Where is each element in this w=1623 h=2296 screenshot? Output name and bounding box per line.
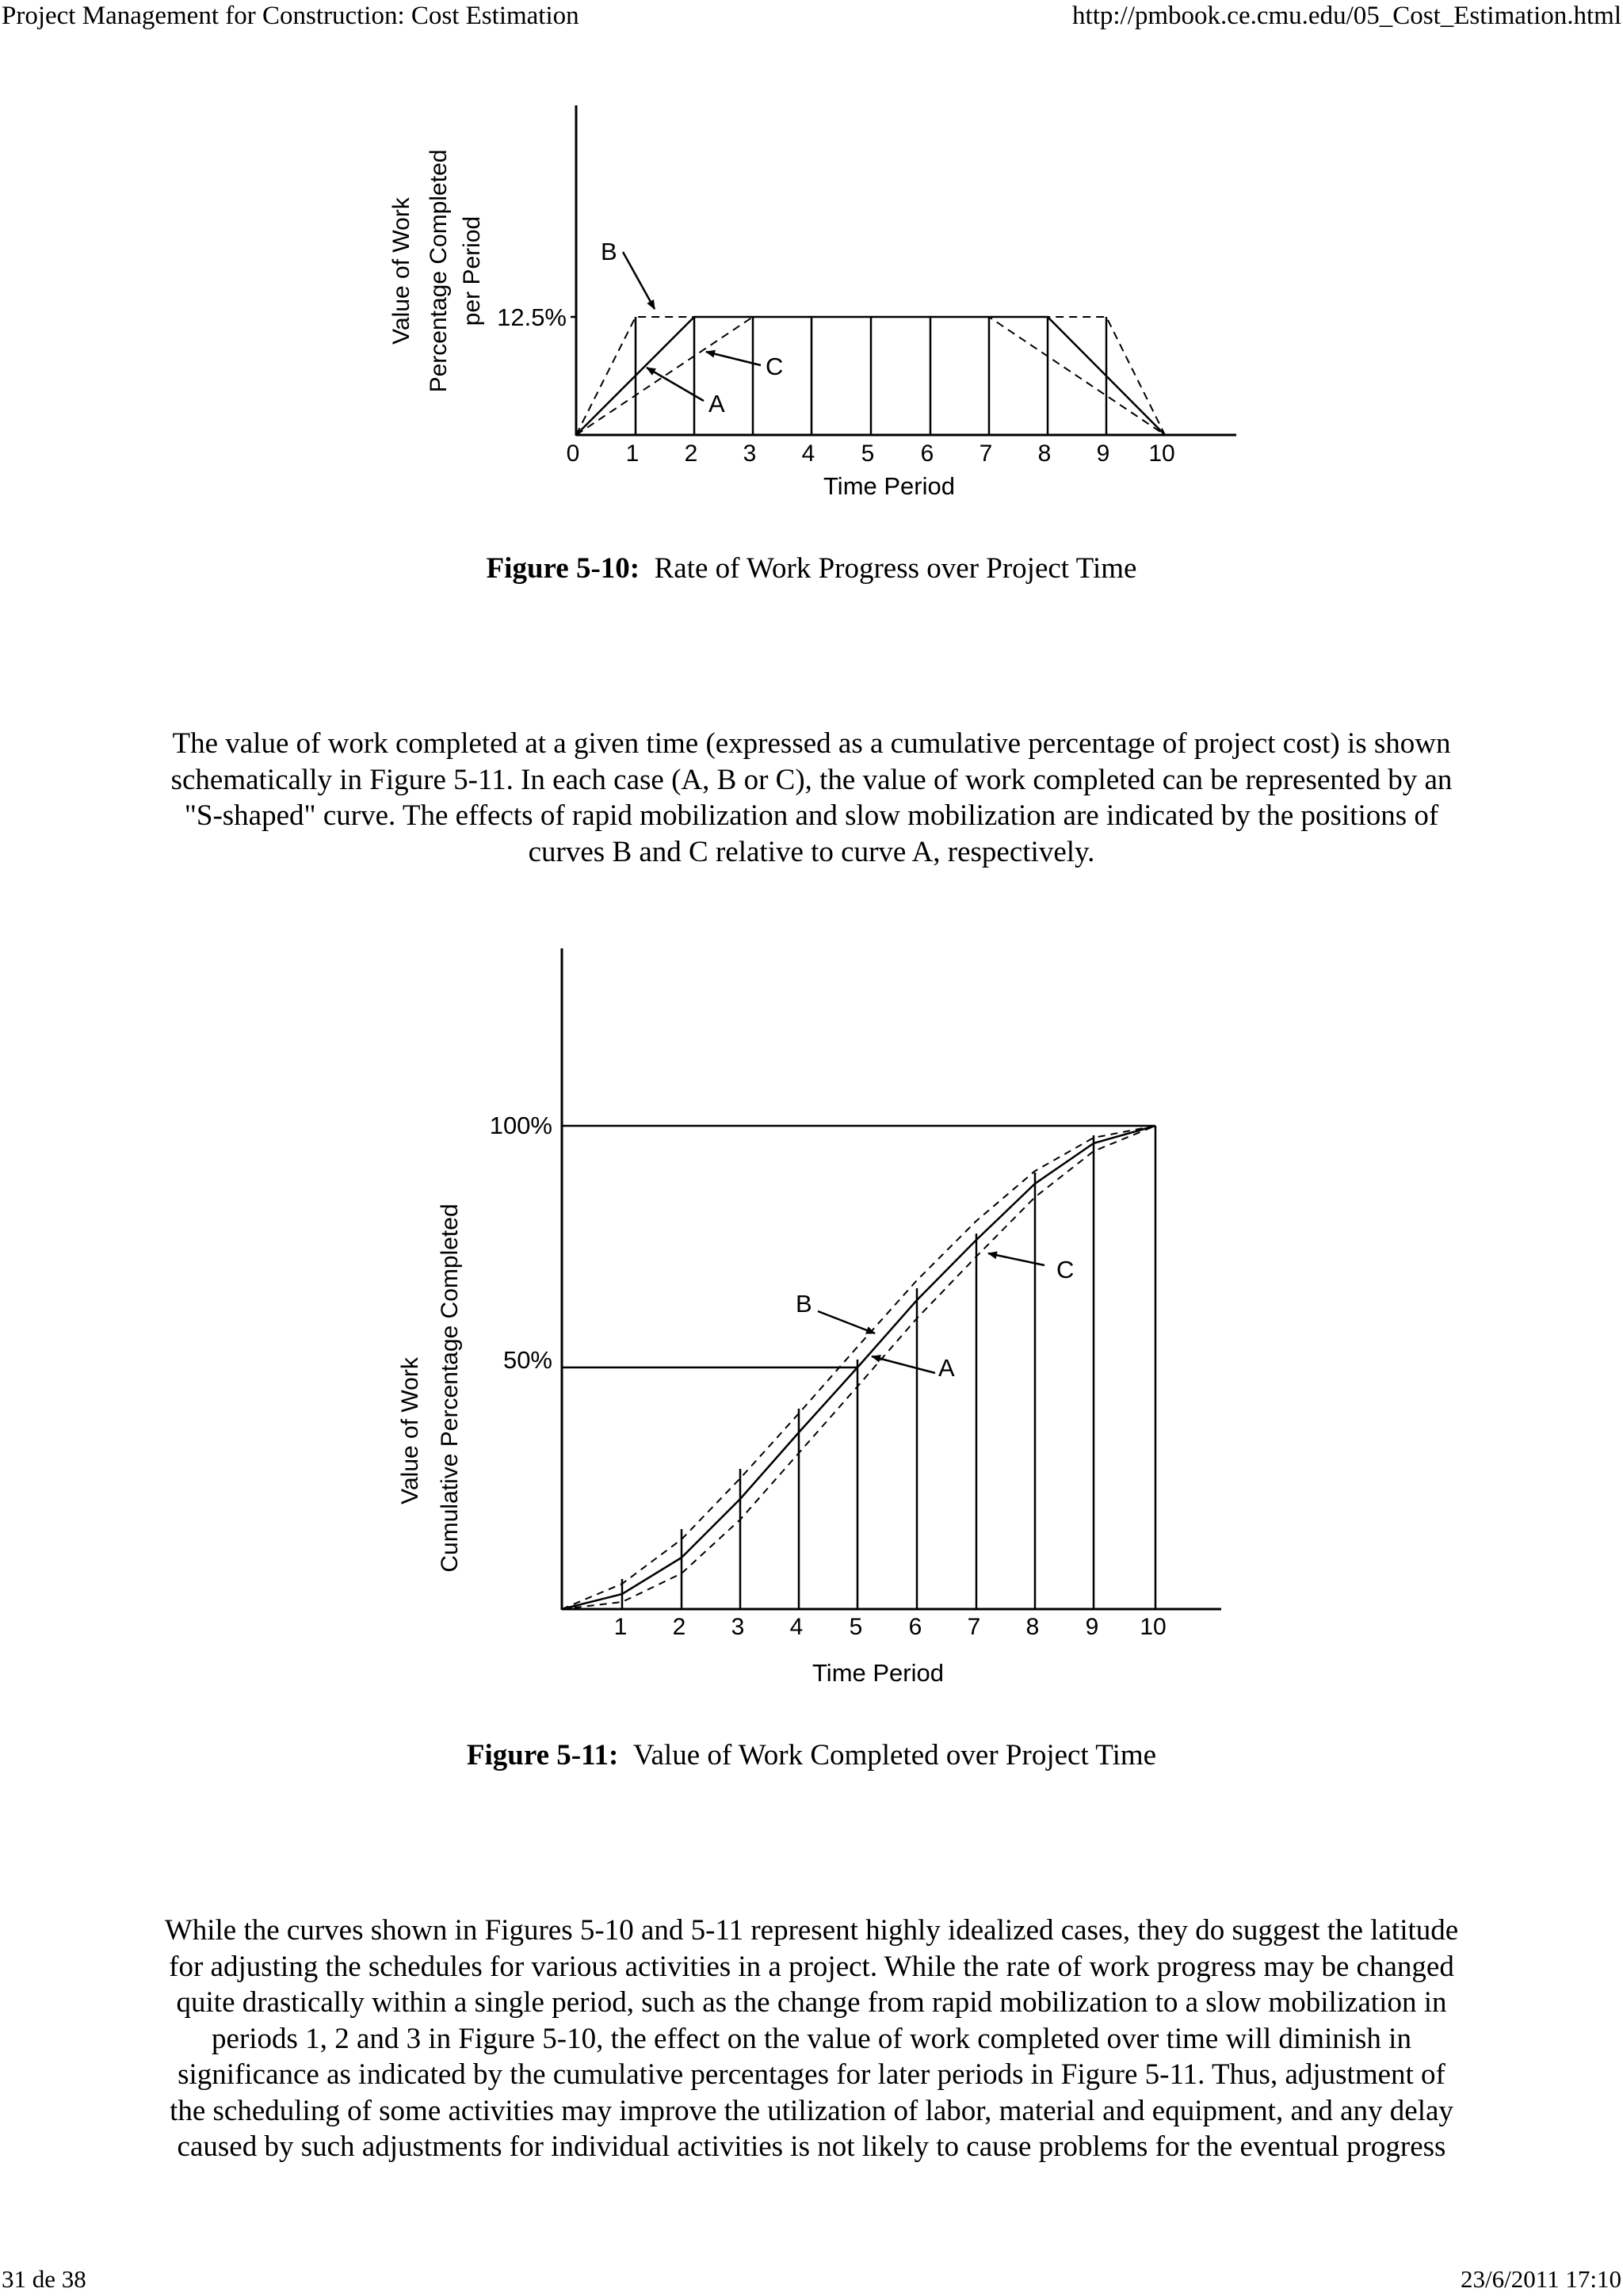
fig10-label-c: C	[766, 353, 784, 380]
paragraph-2-line: significance as indicated by the cumulative percentages for later periods in Figure 5-11. Thus, adjustment of	[178, 2058, 1445, 2091]
paragraph-2-line: caused by such adjustments for individual activities is not likely to cause problems for the eventual progress	[177, 2130, 1446, 2163]
figure-5-10-caption-text: Rate of Work Progress over Project Time	[654, 552, 1137, 585]
footer-page-number: 31 de 38	[2, 2265, 86, 2293]
fig11-arrow-a	[872, 1356, 935, 1373]
figure-5-11-caption-number: Figure 5-11:	[466, 1739, 619, 1772]
fig10-x-ticks	[567, 441, 1175, 467]
fig10-arrow-b	[623, 252, 655, 309]
paragraph-2-line: quite drastically within a single period, such as the change from rapid mobilization to a slow mobilization in	[176, 1986, 1447, 2019]
figure-5-10-caption-number: Figure 5-10:	[486, 552, 640, 585]
svg-text:9: 9	[1085, 1614, 1099, 1640]
paragraph-2	[0, 1913, 1623, 2165]
fig11-x-label: Time Period	[812, 1659, 944, 1687]
fig11-label-c: C	[1056, 1256, 1075, 1283]
figure-5-11-chart	[397, 948, 1221, 1687]
fig11-x-ticks	[614, 1614, 1167, 1640]
svg-text:2: 2	[684, 441, 698, 467]
svg-text:6: 6	[920, 441, 934, 467]
svg-text:4: 4	[789, 1614, 804, 1640]
svg-text:4: 4	[801, 441, 815, 467]
svg-text:6: 6	[908, 1614, 922, 1640]
fig11-y-tick-50: 50%	[502, 1346, 552, 1374]
figure-5-10-chart	[388, 105, 1236, 500]
fig10-bars	[636, 317, 1106, 435]
paragraph-1-line: schematically in Figure 5-11. In each case (A, B or C), the value of work completed can be represented by an	[170, 763, 1453, 796]
fig11-arrow-c	[988, 1253, 1044, 1265]
svg-text:2: 2	[672, 1614, 686, 1640]
paragraph-2-line: the scheduling of some activities may improve the utilization of labor, material and equipment, and any delay	[170, 2094, 1453, 2127]
svg-text:10: 10	[1140, 1614, 1167, 1640]
footer-datetime: 23/6/2011 17:10	[1461, 2265, 1621, 2293]
svg-text:8: 8	[1025, 1614, 1040, 1640]
svg-text:9: 9	[1096, 441, 1110, 467]
svg-text:3: 3	[731, 1614, 745, 1640]
fig10-y-label-3: per Period	[459, 215, 485, 326]
svg-text:5: 5	[861, 441, 875, 467]
fig10-x-label: Time Period	[823, 472, 955, 500]
paragraph-2-line: for adjusting the schedules for various activities in a project. While the rate of work progress may be changed	[169, 1950, 1454, 1983]
paragraph-1	[0, 726, 1623, 870]
paragraph-1-line: The value of work completed at a given time (expressed as a cumulative percentage of project cost) is shown	[172, 727, 1451, 760]
fig11-y-tick-100: 100%	[489, 1112, 552, 1139]
header-title: Project Management for Construction: Cost Estimation	[2, 2, 579, 30]
paragraph-1-line: curves B and C relative to curve A, respectively.	[528, 835, 1095, 868]
svg-text:7: 7	[979, 441, 993, 467]
figure-5-10-caption	[0, 551, 1623, 586]
fig11-arrow-b	[818, 1311, 875, 1333]
fig11-label-b: B	[796, 1290, 812, 1318]
svg-text:1: 1	[613, 1614, 628, 1640]
svg-text:3: 3	[743, 441, 757, 467]
paragraph-2-line: periods 1, 2 and 3 in Figure 5-10, the effect on the value of work completed over time will diminish in	[212, 2022, 1411, 2055]
svg-text:0: 0	[566, 441, 580, 467]
svg-text:10: 10	[1148, 441, 1175, 467]
fig10-label-b: B	[601, 238, 617, 265]
fig10-y-label-2: Percentage Completed	[426, 149, 452, 393]
fig11-label-a: A	[938, 1354, 955, 1382]
fig11-y-label-1: Value of Work	[397, 1357, 423, 1505]
fig10-y-label-1: Value of Work	[388, 197, 414, 345]
svg-text:8: 8	[1037, 441, 1052, 467]
fig11-y-label-2: Cumulative Percentage Completed	[437, 1203, 463, 1573]
figure-5-11-caption-text: Value of Work Completed over Project Time	[632, 1739, 1157, 1772]
fig10-label-a: A	[708, 390, 725, 418]
paragraph-2-line: While the curves shown in Figures 5-10 and 5-11 represent highly idealized cases, they do suggest the latitude	[164, 1914, 1459, 1947]
header-url[interactable]: http://pmbook.ce.cmu.edu/05_Cost_Estimation.html	[1072, 2, 1621, 30]
paragraph-1-line: "S-shaped" curve. The effects of rapid mobilization and slow mobilization are indicated by the positions of	[184, 799, 1439, 832]
svg-text:7: 7	[967, 1614, 981, 1640]
figure-5-11-caption	[0, 1738, 1623, 1773]
svg-text:1: 1	[625, 441, 640, 467]
svg-text:5: 5	[849, 1614, 863, 1640]
fig10-y-tick: 12.5%	[497, 303, 567, 331]
